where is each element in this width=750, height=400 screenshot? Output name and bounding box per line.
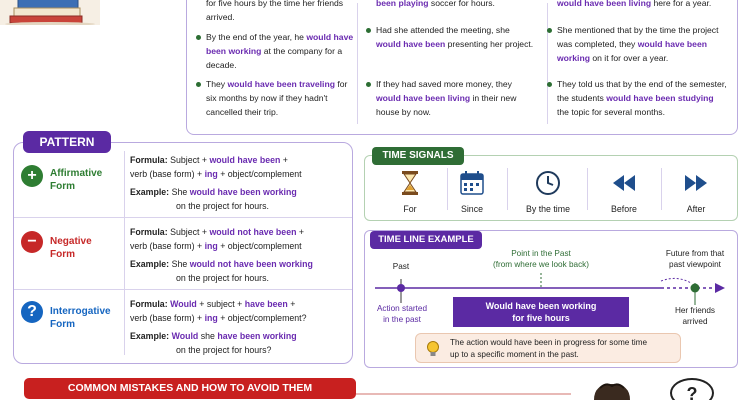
example-item: By the end of the year, he would have been working at the company for a decade. [206, 30, 356, 72]
rewind-icon [611, 170, 637, 196]
timeline-note: The action would have been in progress for some time up to a specific moment in the past. [415, 333, 681, 363]
column-divider [357, 3, 358, 124]
bullet-icon [366, 82, 371, 87]
interrogative-form-label: Interrogative Form [50, 306, 111, 330]
example-item: for five hours by the time her friends arrived. [206, 0, 344, 22]
signal-by-the-time: By the time [511, 156, 585, 220]
example-item: been playing soccer for hours. [376, 0, 495, 8]
calendar-icon [459, 170, 485, 196]
column-divider [547, 3, 548, 124]
duration-bar: Would have been working for five hours [453, 297, 629, 327]
negative-formula: Formula: Subject + would not have been + verb (base form) + ing + object/complement [130, 227, 305, 251]
affirmative-formula: Formula: Subject + would have been + verb (base form) + ing + object/complement [130, 155, 302, 179]
hourglass-icon [397, 170, 423, 196]
bullet-icon [547, 82, 552, 87]
examples-panel [186, 0, 738, 135]
past-label: Past [392, 262, 410, 271]
affirmative-form-label: Affirmative Form [50, 168, 103, 192]
row-divider [14, 289, 352, 290]
signal-for: For [373, 156, 447, 220]
question-bubble-icon: ? [670, 378, 714, 400]
divider-line [356, 393, 571, 395]
signal-after: After [659, 156, 733, 220]
plus-icon: + [21, 165, 43, 187]
fast-forward-icon [683, 170, 709, 196]
bullet-icon [196, 35, 201, 40]
bullet-icon [366, 28, 371, 33]
example-item: She mentioned that by the time the project was completed, they would have been working on it for over a year. [557, 23, 727, 65]
example-item: They told us that by the end of the semester, the students would have been studying the topic for several months. [557, 77, 727, 119]
pattern-panel [13, 142, 353, 364]
future-label: Future from that past viewpoint [665, 249, 725, 269]
column-divider [124, 151, 125, 355]
friends-arrived-label: Her friends arrived [674, 306, 716, 326]
interrogative-example: Example: Would she have been working on the project for hours? [130, 331, 297, 355]
timeline-title: TIME LINE EXAMPLE [370, 231, 482, 249]
boy-illustration [590, 382, 635, 400]
affirmative-example: Example: She would have been working on the project for hours. [130, 187, 297, 211]
bullet-icon [196, 82, 201, 87]
interrogative-formula: Formula: Would + subject + have been + verb (base form) + ing + object/complement? [130, 299, 307, 323]
lightbulb-icon [426, 340, 440, 358]
action-started-label: Action started in the past [376, 304, 428, 324]
example-item: would have been living here for a year. [557, 0, 712, 8]
signal-before: Before [587, 156, 661, 220]
pattern-title: PATTERN [23, 131, 111, 153]
common-mistakes-title: COMMON MISTAKES AND HOW TO AVOID THEM [24, 378, 356, 399]
clock-icon [535, 170, 561, 196]
negative-example: Example: She would not have been working on the project for hours. [130, 259, 313, 283]
row-divider [14, 217, 352, 218]
bullet-icon [547, 28, 552, 33]
books-illustration [0, 0, 100, 25]
signal-since: Since [435, 156, 509, 220]
question-icon: ? [21, 301, 43, 323]
minus-icon: − [21, 231, 43, 253]
example-item: They would have been traveling for six months by now if they hadn't cancelled their trip. [206, 77, 356, 119]
example-item: If they had saved more money, they would have been living in their new house by now. [376, 77, 536, 119]
signal-divider [507, 168, 508, 210]
timeline-panel [364, 230, 738, 368]
point-in-past-label: Point in the Past (from where we look back) [492, 249, 589, 269]
negative-form-label: Negative Form [50, 236, 92, 260]
example-item: Had she attended the meeting, she would have been presenting her project. [376, 23, 536, 51]
time-signals-title: TIME SIGNALS [372, 147, 464, 165]
